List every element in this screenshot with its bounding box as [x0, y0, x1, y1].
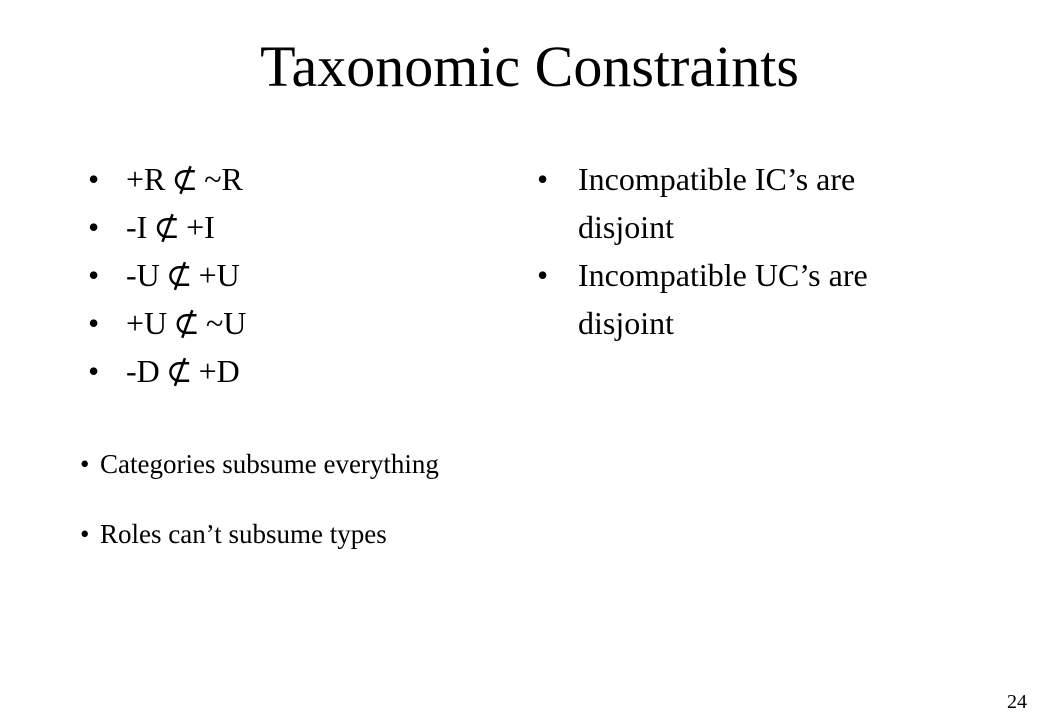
disjointness-text: Incompatible UC’s are disjoint	[578, 257, 868, 341]
constraint-lhs: +R	[126, 161, 166, 197]
constraint-item	[88, 299, 246, 347]
constraint-rhs: ~U	[205, 305, 247, 341]
not-subset-icon: ⊄	[165, 353, 193, 389]
constraint-rhs: ~R	[204, 161, 243, 197]
constraint-item	[88, 203, 246, 251]
constraint-rhs: +D	[198, 353, 240, 389]
bullet-icon: •	[88, 209, 100, 245]
slide-title: Taxonomic Constraints	[260, 34, 799, 99]
not-subset-icon: ⊄	[165, 257, 193, 293]
disjointness-list	[537, 155, 957, 347]
note-item	[80, 444, 439, 484]
bullet-icon: •	[88, 257, 100, 293]
bullet-icon: •	[88, 305, 100, 341]
bullet-icon: •	[80, 519, 90, 549]
disjointness-item	[537, 155, 957, 251]
not-subset-icon: ⊄	[171, 161, 199, 197]
note-item	[80, 514, 439, 554]
constraint-list	[88, 155, 246, 395]
constraint-item	[88, 347, 246, 395]
constraint-lhs: -I	[126, 209, 148, 245]
disjointness-text: Incompatible IC’s are disjoint	[578, 161, 856, 245]
bullet-icon: •	[537, 257, 549, 293]
bullet-icon: •	[88, 161, 100, 197]
bullet-icon: •	[80, 449, 90, 479]
not-subset-icon: ⊄	[173, 305, 200, 341]
bullet-icon: •	[537, 161, 549, 197]
not-subset-icon: ⊄	[153, 209, 181, 245]
constraint-lhs: +U	[126, 305, 168, 341]
bullet-icon: •	[88, 353, 100, 389]
constraint-item	[88, 155, 246, 203]
constraint-lhs: -U	[126, 257, 160, 293]
note-text: Roles can’t subsume types	[100, 519, 387, 549]
constraint-rhs: +U	[198, 257, 240, 293]
constraint-rhs: +I	[186, 209, 215, 245]
page-number: 24	[1007, 691, 1027, 713]
disjointness-item	[537, 251, 957, 347]
constraint-item	[88, 251, 246, 299]
notes-list	[80, 444, 439, 554]
note-text: Categories subsume everything	[100, 449, 439, 479]
constraint-lhs: -D	[126, 353, 160, 389]
